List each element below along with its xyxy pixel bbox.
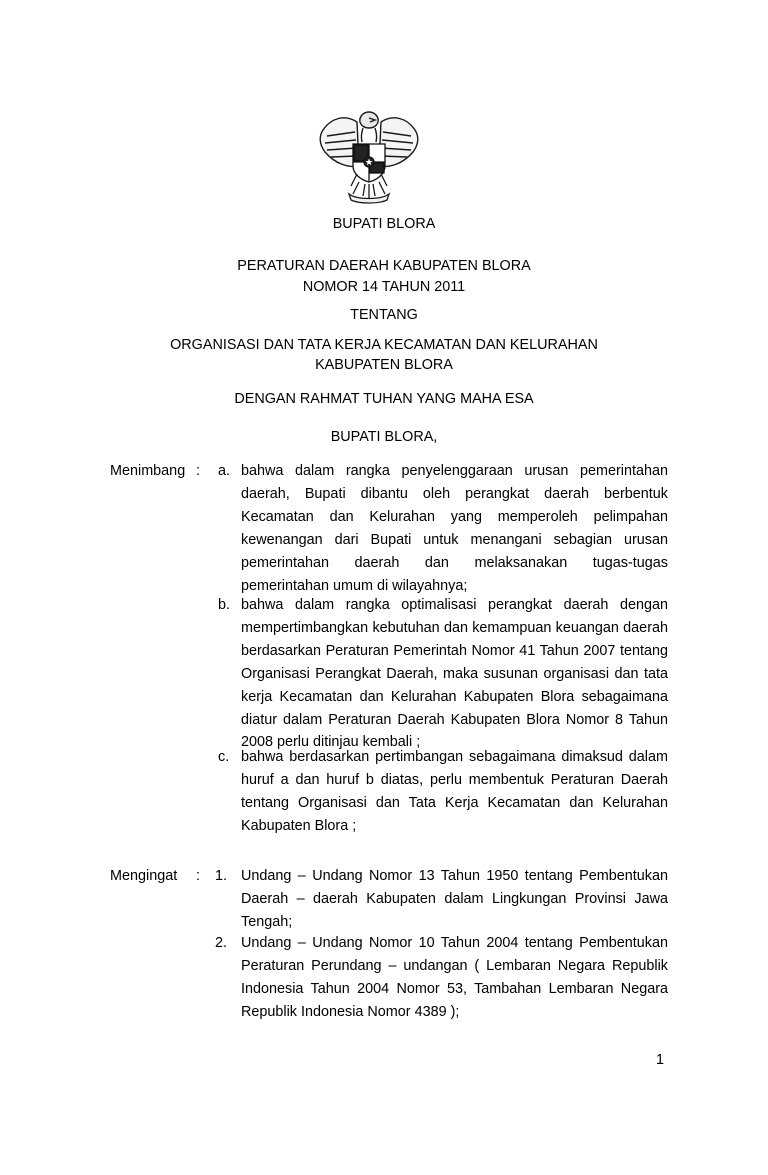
mengingat-item-1-text: Undang – Undang Nomor 13 Tahun 1950 tentang Pembentukan Daerah – daerah Kabupaten dalam Lingkungan Provinsi Jawa Tengah; [241,868,668,930]
mengingat-colon: : [196,868,200,884]
menimbang-colon: : [196,463,200,479]
about-heading: TENTANG [350,307,418,323]
mengingat-item-1-marker: 1. [215,868,228,884]
menimbang-item-c-marker: c. [218,749,230,765]
addressee: BUPATI BLORA, [330,429,438,445]
menimbang-item-c-text: bahwa berdasarkan pertimbangan sebagaimana dimaksud dalam huruf a dan huruf b diatas, perlu membentuk Peraturan Daerah tentang Organisasi dan Tata Kerja Kecamatan dan Kelurahan Kabupaten Blora ; [241,749,668,834]
subject-line-2: KABUPATEN BLORA [315,357,453,373]
mengingat-item-2-marker: 2. [215,935,228,951]
page-number: 1 [656,1052,665,1068]
menimbang-item-a-text: bahwa dalam rangka penyelenggaraan urusan pemerintahan daerah, Bupati dibantu oleh perangkat daerah berbentuk Kecamatan dan Kelurahan yang memperoleh pelimpahan kewenangan dari Bupati untuk menangani sebagian urusan pemerintahan daerah dan melaksanakan tugas-tugas pemerintahan umum di wilayahnya; [241,463,668,594]
invocation: DENGAN RAHMAT TUHAN YANG MAHA ESA [234,391,534,407]
menimbang-label: Menimbang [110,463,186,479]
mengingat-item-2-text: Undang – Undang Nomor 10 Tahun 2004 tentang Pembentukan Peraturan Perundang – undangan ( Lembaran Negara Republik Indonesia Tahun 2004 Nomor 53, Tambahan Lembaran Negara Republik Indonesia Nomor 4389 ); [241,935,668,1020]
menimbang-item-b-marker: b. [218,597,231,613]
menimbang-item-a-marker: a. [218,463,231,479]
regulation-title: PERATURAN DAERAH KABUPATEN BLORA [237,258,531,274]
regulation-number: NOMOR 14 TAHUN 2011 [302,279,466,295]
garuda-pancasila-emblem-icon [313,108,425,204]
menimbang-item-b-text: bahwa dalam rangka optimalisasi perangkat daerah dengan mempertimbangkan kebutuhan dan kemampuan keuangan daerah berdasarkan Peraturan Pemerintah Nomor 41 Tahun 2007 tentang Organisasi Perangkat Daerah, maka susunan organisasi dan tata kerja Kecamatan dan Kelurahan Kabupaten Blora sebagaimana diatur dalam Peraturan Daerah Kabupaten Blora Nomor 8 Tahun 2008 perlu ditinjau kembali ; [241,597,668,751]
mengingat-label: Mengingat [110,868,178,884]
issuer-title: BUPATI BLORA [332,216,436,232]
subject-line-1: ORGANISASI DAN TATA KERJA KECAMATAN DAN KELURAHAN [170,337,598,353]
